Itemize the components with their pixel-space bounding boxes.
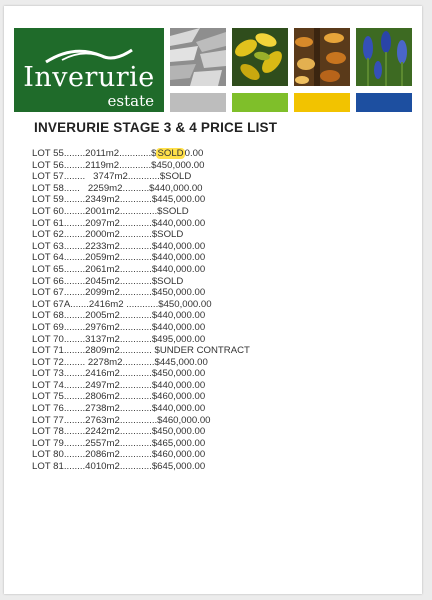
leader-dots: ............ [119,252,152,264]
lot-row [32,426,332,438]
lot-area: 2259m2 [87,182,123,194]
yellow-leaves-image [232,28,288,86]
lot-price: $440,000.00 [151,240,206,252]
lot-number: LOT 56 [32,159,64,171]
leader-dots: ............ [119,345,155,357]
leader-dots: ........ [63,391,86,403]
leader-dots: ........ [63,310,86,322]
leader-dots: ............ [119,379,152,391]
lot-area: 2011m2 [85,148,120,159]
lot-number: LOT 63 [32,240,64,252]
leader-dots: .............. [119,205,158,217]
leader-dots: ............ [119,263,152,275]
leader-dots: ...... [63,182,88,194]
leader-dots: ........ [63,275,86,287]
lot-row [32,183,332,195]
lot-row [32,299,332,311]
lot-number: LOT 65 [32,263,64,275]
lot-row [32,229,332,241]
lot-price: $445,000.00 [151,194,206,206]
leader-dots: ........ [63,414,86,426]
sold-highlight: SOLD [157,148,184,159]
lot-number: LOT 61 [32,217,64,229]
lot-row [32,310,332,322]
lot-number: LOT 59 [32,194,64,206]
leader-dots: ........ [63,217,86,229]
lot-price: $440,000.00 [151,217,206,229]
lot-price: $440,000.00 [151,310,206,322]
lot-price: $450,000.00 [151,287,206,299]
lot-price: $440,000.00 [151,379,206,391]
leader-dots: ............ [119,240,152,252]
lot-number: LOT 79 [32,437,64,449]
leader-dots: ........ [63,426,86,438]
inverurie-logo [14,28,164,112]
leader-dots: ............ [119,321,152,333]
lot-area: 2976m2 [85,321,120,333]
blue-color-strip [356,93,412,112]
lot-row [32,252,332,264]
leader-dots: ........ [63,321,86,333]
lot-price: $460,000.00 [151,449,206,461]
green-color-strip [232,93,288,112]
leader-dots: ............ [119,391,152,403]
lot-price: $450,000.00 [158,298,212,310]
lot-area: 2497m2 [85,379,120,391]
lot-number: LOT 68 [32,310,64,322]
lot-area: 2119m2 [85,159,120,171]
lot-area: 2001m2 [85,205,120,217]
lot-row [32,206,332,218]
lot-number: LOT 64 [32,252,64,264]
leader-dots: ........ [63,345,86,357]
lot-area: 2416m2 [88,298,124,310]
lot-number: LOT 77 [32,414,64,426]
lot-number: LOT 55 [32,148,64,159]
lot-price: $460,000.00 [157,414,211,426]
leader-dots: ............ [119,159,152,171]
leader-dots: ........ [63,229,86,241]
lot-price: $450,000.00 [151,159,205,171]
lot-row [32,461,332,473]
leader-dots: ........ [63,461,86,473]
leader-dots: ............ [119,426,152,438]
lot-price: $SOLD [151,275,184,287]
lot-price: $465,000.00 [151,437,206,449]
lot-area: 2278m2 [87,356,123,368]
leader-dots: ............ [119,217,152,229]
leader-dots: ............ [119,461,152,473]
leader-dots: ............ [127,171,160,183]
leader-dots: ........ [63,379,86,391]
lot-area: 2809m2 [85,345,120,357]
lot-row [32,218,332,230]
lot-row [32,380,332,392]
lot-number: LOT 69 [32,321,64,333]
lot-price: $450,000.00 [151,426,206,438]
lot-area: 2086m2 [85,449,120,461]
lot-row [32,403,332,415]
lot-row [32,171,332,183]
lot-area: 2242m2 [85,426,120,438]
lot-row [32,241,332,253]
lot-area: 2045m2 [85,275,120,287]
lot-price: $450,000.00 [151,368,206,380]
lot-number: LOT 57 [32,171,64,183]
lot-area: 3137m2 [85,333,120,345]
price-list-page [4,6,422,594]
lot-row [32,449,332,461]
lot-price: $440,000.00 [151,252,206,264]
leader-dots: .......... [122,182,150,194]
logo-subtitle: estate [107,92,154,110]
lot-number: LOT 60 [32,205,64,217]
price-list-title: INVERURIE STAGE 3 & 4 PRICE LIST [34,120,278,135]
lot-area: 2763m2 [85,414,120,426]
lot-row [32,345,332,357]
lot-number: LOT 76 [32,403,64,415]
lot-area: 2806m2 [85,391,120,403]
leader-dots: ............ [119,449,152,461]
leader-dots: ............ [119,275,152,287]
leader-dots: ........ [63,287,86,299]
leader-dots: ........ [63,403,86,415]
lot-area: 2059m2 [85,252,120,264]
lot-number: LOT 72 [32,356,64,368]
lot-number: LOT 80 [32,449,64,461]
lot-number: LOT 67 [32,287,64,299]
lot-number: LOT 62 [32,229,64,241]
leader-dots: ............ [119,368,152,380]
leader-dots: ............ [123,298,159,310]
lot-area: 2557m2 [85,437,120,449]
lot-price: $645,000.00 [151,461,206,473]
lot-row [32,391,332,403]
leader-dots: ............ [119,194,152,206]
lot-price: $495,000.00 [151,333,206,345]
leader-dots: .............. [119,414,158,426]
leader-dots: ........ [63,252,86,264]
lot-row [32,287,332,299]
lot-area: 2099m2 [85,287,120,299]
leader-dots: ........ [63,449,86,461]
lot-area: 2061m2 [85,263,120,275]
leader-dots: ............ [119,437,152,449]
lot-row [32,194,332,206]
leader-dots: ............ [119,229,152,241]
lot-number: LOT 67A [32,298,71,310]
lot-price: $SOLD [151,229,184,241]
lot-number: LOT 74 [32,379,64,391]
leader-dots: ........ [63,240,86,252]
lot-row [32,334,332,346]
lot-area: 2000m2 [85,229,120,241]
lot-price: $440,000.00 [151,403,206,415]
leader-dots: ........ [63,368,86,380]
lot-number: LOT 58 [32,182,64,194]
leader-dots: ........ [63,263,86,275]
leader-dots: ........ [63,171,94,183]
autumn-leaves-image [294,28,350,86]
leader-dots: ........ [63,356,88,368]
lot-area: 2349m2 [85,194,120,206]
lot-price: $440,000.00 [151,263,206,275]
lot-area: 3747m2 [93,171,128,183]
lot-number: LOT 75 [32,391,64,403]
lot-price: $ [151,148,157,159]
lot-number: LOT 70 [32,333,64,345]
lot-price-list [32,148,332,473]
lot-row [32,160,332,172]
blue-flowers-image [356,28,412,86]
lot-price: $440,000.00 [149,182,203,194]
grey-color-strip [170,93,226,112]
lot-row [32,276,332,288]
leader-dots: ........ [63,159,86,171]
lot-price: $UNDER CONTRACT [154,345,250,357]
leader-dots: ............ [119,310,152,322]
lot-number: LOT 78 [32,426,64,438]
leader-dots: ............ [119,148,152,159]
slate-stones-image [170,28,226,86]
lot-price: $440,000.00 [151,321,206,333]
lot-price: 0.00 [184,148,204,159]
lot-price: $SOLD [157,205,189,217]
header-banner [14,28,412,112]
lot-row [32,357,332,369]
lot-area: 2416m2 [85,368,120,380]
lot-area: 2233m2 [85,240,120,252]
lot-number: LOT 71 [32,345,64,357]
lot-row [32,368,332,380]
leader-dots: ............ [122,356,155,368]
lot-price: $460,000.00 [151,391,206,403]
lot-number: LOT 81 [32,461,64,473]
leader-dots: ............ [119,333,152,345]
lot-row [32,438,332,450]
lot-area: 4010m2 [85,461,120,473]
leader-dots: ........ [63,148,86,159]
leader-dots: ....... [70,298,89,310]
leader-dots: ............ [119,403,152,415]
lot-number: LOT 66 [32,275,64,287]
lot-row [32,148,332,160]
leader-dots: ........ [63,194,86,206]
lot-row [32,322,332,334]
lot-area: 2097m2 [85,217,120,229]
leader-dots: ........ [63,437,86,449]
yellow-color-strip [294,93,350,112]
lot-area: 2005m2 [85,310,120,322]
leader-dots: ........ [63,205,86,217]
lot-area: 2738m2 [85,403,120,415]
lot-row [32,415,332,427]
lot-price: $445,000.00 [154,356,208,368]
logo-name: Inverurie [23,62,155,93]
lot-number: LOT 73 [32,368,64,380]
leader-dots: ........ [63,333,86,345]
leader-dots: ............ [119,287,152,299]
lot-price: $SOLD [159,171,192,183]
lot-row [32,264,332,276]
